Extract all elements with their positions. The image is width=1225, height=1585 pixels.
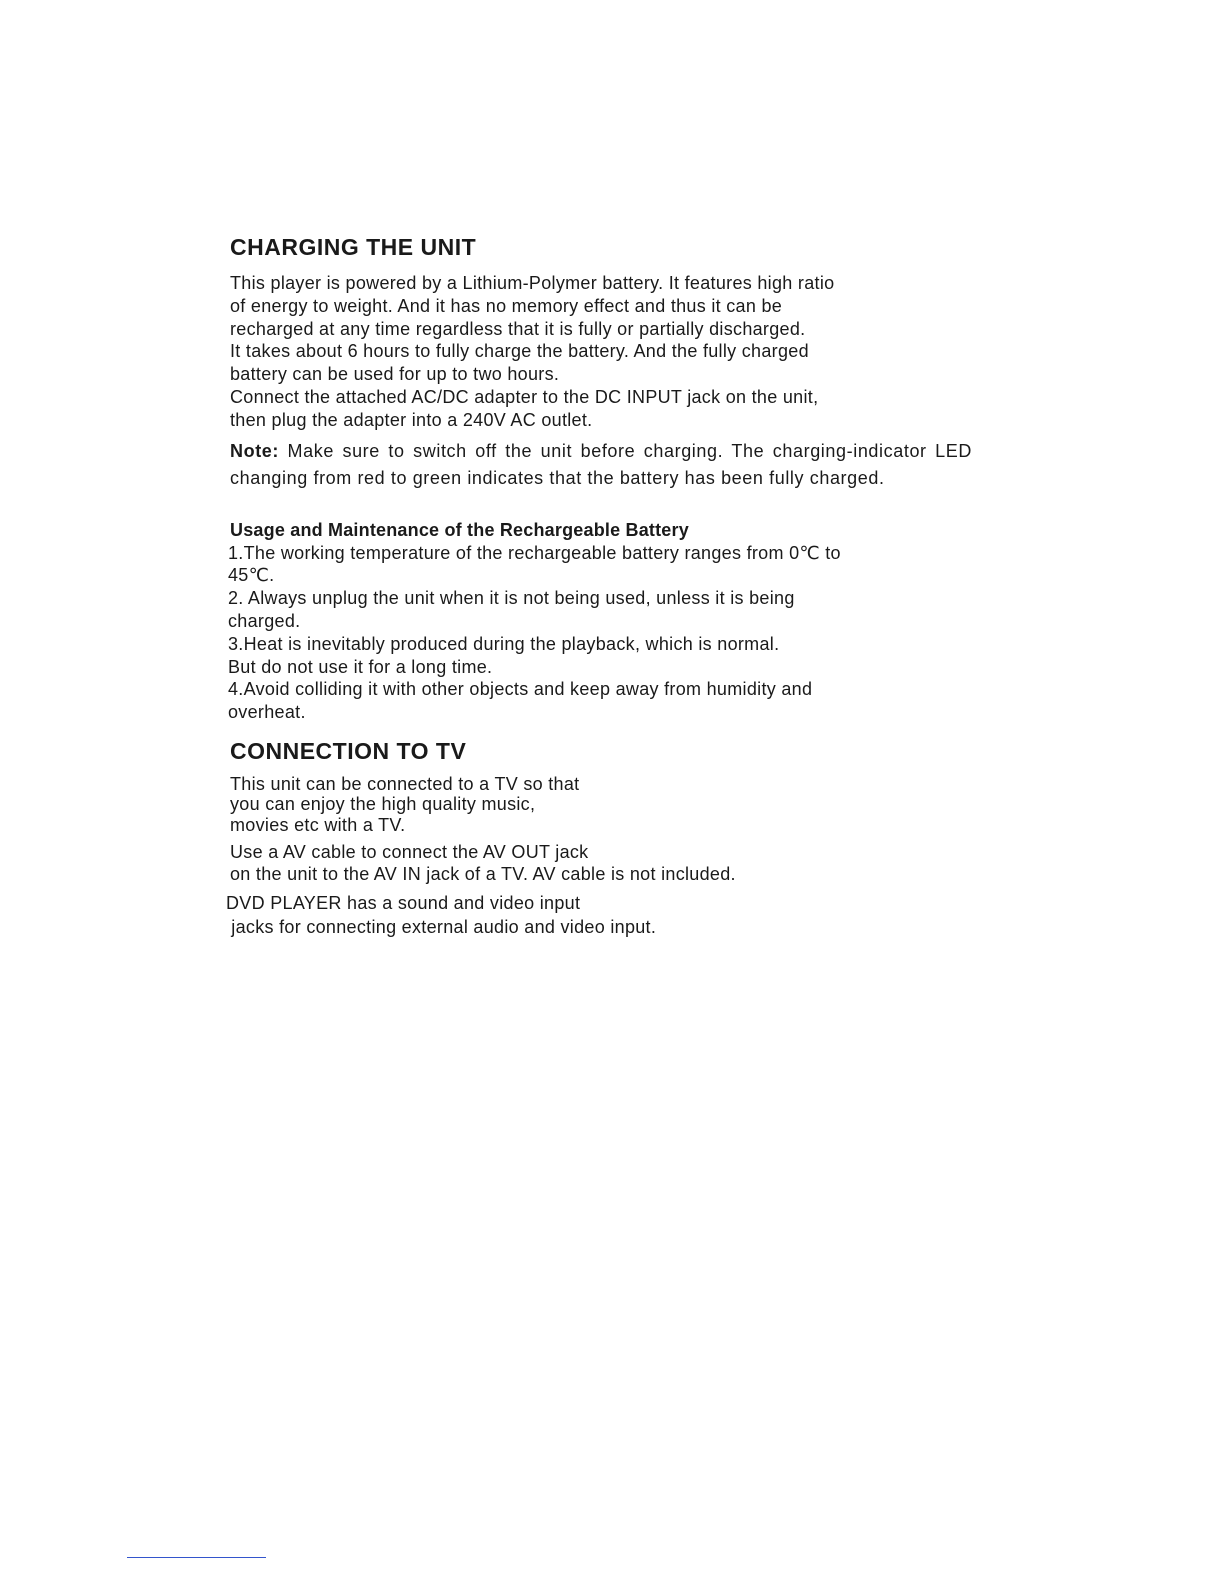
note-text: Make sure to switch off the unit before charging. The charging-indicator LED changing from red to green indicates that the battery has been fully charged. [230,440,972,488]
maintenance-line: 4.Avoid colliding it with other objects and keep away from humidity and [228,679,813,700]
tv-line: jacks for connecting external audio and video input. [226,917,657,938]
maintenance-heading: Usage and Maintenance of the Rechargeable Battery [230,519,689,540]
tv-paragraph-3 [226,891,990,939]
charging-line: of energy to weight. And it has no memory effect and thus it can be [230,295,783,316]
charging-line: recharged at any time regardless that it is fully or partially discharged. [230,318,806,339]
footer-rule [127,1557,266,1558]
maintenance-line: 1.The working temperature of the rechargeable battery ranges from 0℃ to [228,542,841,563]
tv-heading: CONNECTION TO TV [230,737,467,764]
maintenance-list [228,542,990,724]
tv-paragraph-1 [230,774,990,836]
maintenance-line: But do not use it for a long time. [228,656,493,677]
maintenance-line: charged. [228,610,301,631]
tv-line: DVD PLAYER has a sound and video input [226,893,581,914]
tv-paragraph-2 [230,841,990,885]
maintenance-line: overheat. [228,702,306,723]
charging-heading: CHARGING THE UNIT [230,234,477,260]
maintenance-line: 2. Always unplug the unit when it is not being used, unless it is being [228,588,795,609]
charging-line: battery can be used for up to two hours. [230,364,560,385]
charging-note [230,438,972,492]
charging-line: then plug the adapter into a 240V AC outlet. [230,409,593,430]
tv-line: on the unit to the AV IN jack of a TV. AV cable is not included. [230,864,736,885]
charging-line: It takes about 6 hours to fully charge the battery. And the fully charged [230,341,809,362]
charging-paragraph [230,272,990,432]
tv-line: you can enjoy the high quality music, [230,794,536,815]
tv-line: This unit can be connected to a TV so that [230,773,580,794]
charging-line: This player is powered by a Lithium-Polymer battery. It features high ratio [230,273,835,293]
tv-line: movies etc with a TV. [230,814,406,835]
page-content [226,234,990,939]
note-label: Note: [230,440,279,461]
maintenance-line: 3.Heat is inevitably produced during the playback, which is normal. [228,633,780,654]
charging-line: Connect the attached AC/DC adapter to the DC INPUT jack on the unit, [230,386,819,407]
maintenance-line: 45℃. [228,565,275,586]
tv-line: Use a AV cable to connect the AV OUT jack [230,842,589,863]
